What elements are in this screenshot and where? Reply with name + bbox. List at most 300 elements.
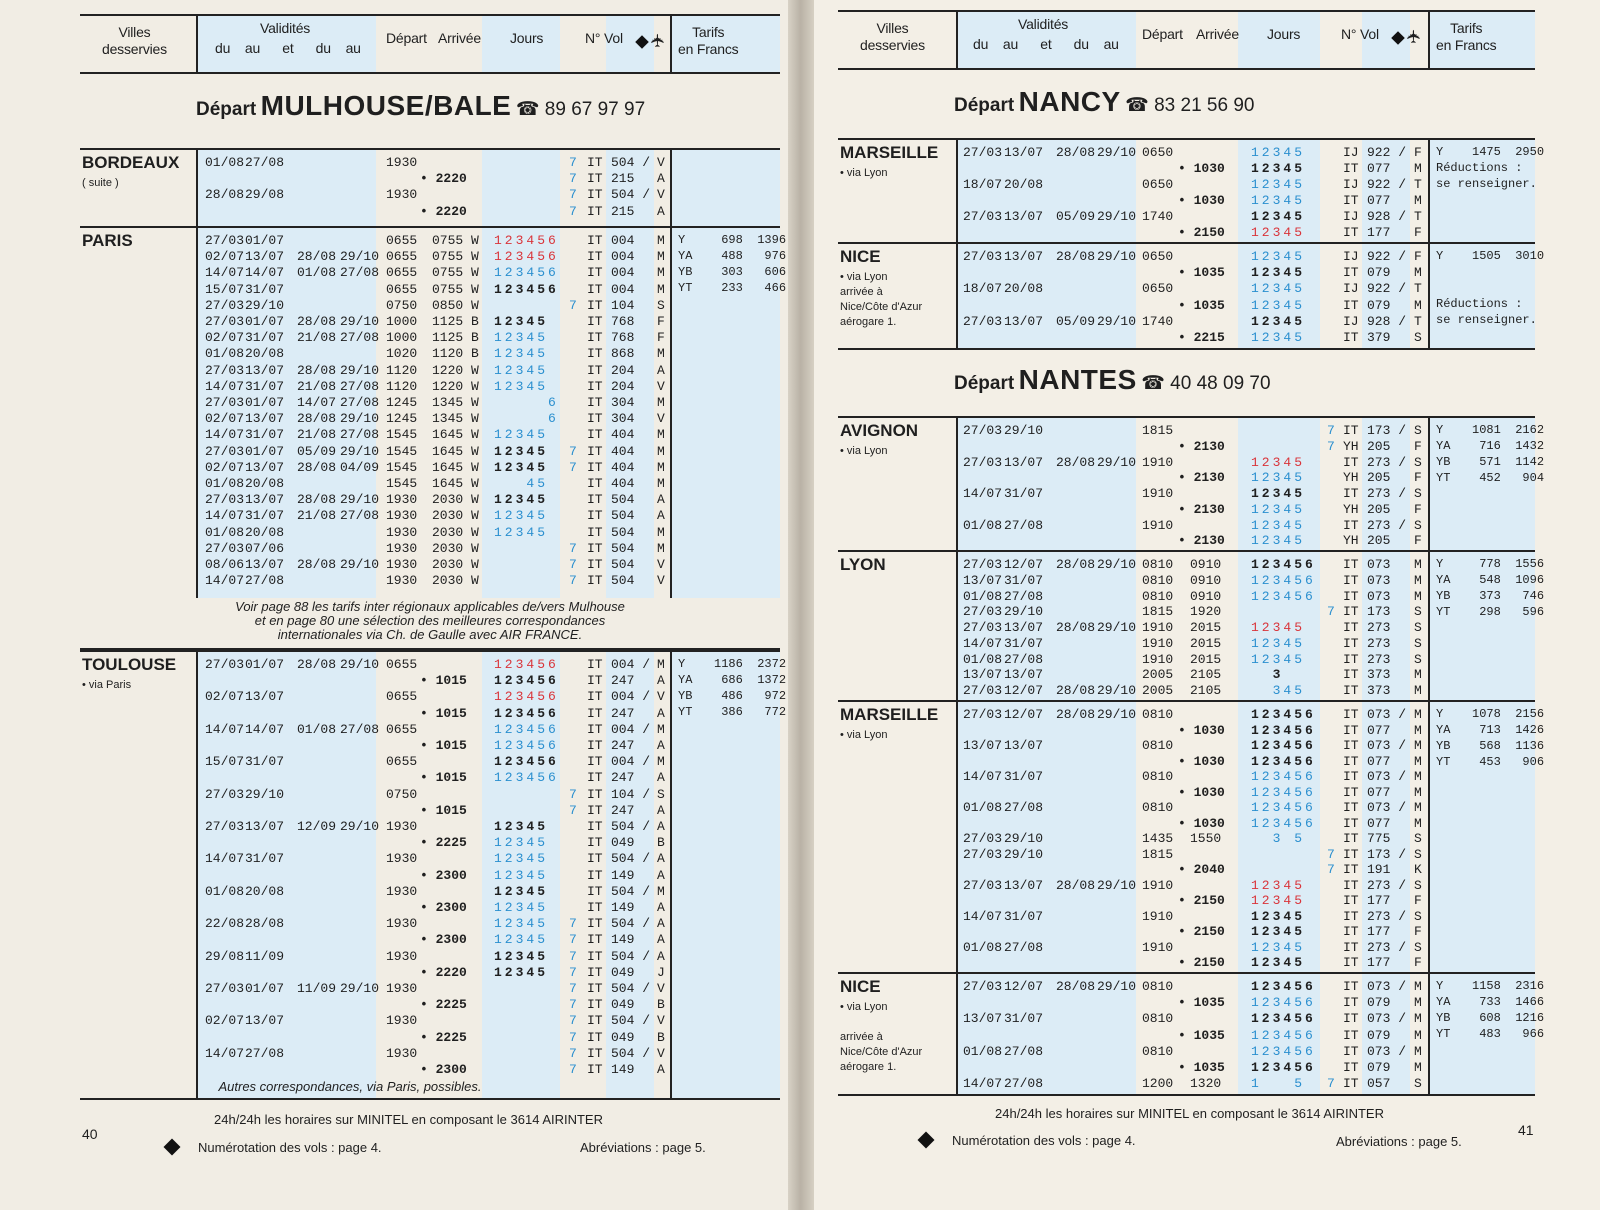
arrival-time: 2105 [1190,667,1222,683]
valid-to: 07/06 [245,540,285,556]
header-du_au: du au et du au [215,40,361,56]
days-cell [494,819,548,835]
aircraft-code: M [1414,979,1422,994]
valid-to: 01/07 [245,314,285,329]
valid-from-2: 28/08 [1056,707,1096,722]
sunday-flag: 7 [569,932,577,948]
valid-from: 01/08 [205,883,245,899]
valid-from: 27/03 [963,877,1003,893]
sunday-flag: 7 [569,1062,577,1077]
sunday-flag: 7 [569,964,577,980]
valid-from: 14/07 [205,573,245,589]
days-of-week: 3 5 [1251,831,1306,847]
flight-number: 247 [611,802,635,818]
flight-row [838,455,1535,471]
departure-time: 1930 [386,557,418,572]
days-of-week: 6 [494,395,559,410]
aircraft-code: M [1414,1043,1422,1059]
valid-to: 12/07 [1004,683,1044,699]
airline: IT [1343,225,1359,240]
aircraft-code: J [657,964,665,980]
flight-number: 404 [611,459,635,475]
valid-from-2: 05/09 [1056,209,1096,224]
valid-from-2: 28/08 [1056,979,1096,994]
days-of-week: 12345 [494,362,549,378]
valid-to-2: 29/10 [1097,877,1137,893]
header-no_vol: N° Vol [1341,26,1379,42]
aircraft-code: M [657,540,665,556]
destination-block [838,416,1545,550]
arrival-time: 1120 B [432,346,479,362]
valid-from: 27/03 [205,492,245,508]
valid-to: 13/07 [245,411,285,427]
airline: IT [1343,862,1359,878]
flight-row [80,949,780,965]
valid-to: 13/07 [1004,620,1044,636]
days-cell [1251,924,1305,940]
flight-row [80,460,780,476]
departure-time: 1930 [386,155,418,170]
valid-from: 27/03 [963,249,1003,264]
flight-row [838,769,1535,785]
valid-from: 01/08 [963,517,1003,533]
valid-to-2: 27/08 [340,395,380,410]
valid-to: 13/07 [1004,454,1044,470]
airline: IT [1343,722,1359,738]
valid-to: 01/07 [245,657,285,672]
days-of-week: 123456 [494,689,559,705]
airline: IT [587,916,603,932]
airline: IJ [1343,209,1359,224]
aircraft-code: M [657,265,665,281]
destination-block [838,550,1545,700]
airline: IT [1343,297,1359,313]
days-cell [494,460,548,476]
valid-to: 01/07 [245,233,285,248]
departure-time: 1815 [1142,846,1174,862]
departure-time: 1245 [386,411,418,427]
fares: Y 1078 2156 YA 713 1426 YB 568 1136 YT 453 906 [1436,707,1545,769]
valid-from: 14/07 [205,1045,245,1061]
aircraft-code: M [1414,1027,1422,1043]
airline: IT [587,1045,603,1061]
flight-row [80,916,780,932]
valid-to: 20/08 [245,476,285,491]
aircraft-code: V [657,378,665,394]
departure-time: 1910 [1142,651,1174,667]
aircraft-code: M [657,281,665,297]
flight-row [838,573,1535,589]
arrival-time: 1645 W [432,459,479,475]
days-cell [1251,754,1316,770]
aircraft-code: F [1414,955,1422,971]
flight-row [838,249,1535,265]
valid-to: 13/07 [1004,313,1044,329]
flight-number: 304 [611,411,635,427]
valid-from: 01/08 [963,1043,1003,1059]
departure-time: 1930 [386,508,418,524]
valid-to-2: 27/08 [340,378,380,394]
flight-row [80,1013,780,1029]
flight-number: 077 [1367,784,1391,800]
valid-from-2: 28/08 [1056,877,1096,893]
departure-time: 0655 [386,249,418,265]
days-of-week: 12345 [494,883,549,899]
airline: IT [1343,979,1359,994]
arrival-time: 1125 B [432,330,479,346]
airline: IT [587,427,603,443]
valid-from: 27/03 [205,786,245,802]
valid-from: 22/08 [205,916,245,932]
aircraft-code: M [657,346,665,362]
flight-row [838,314,1535,330]
valid-to: 29/10 [1004,831,1044,847]
flight-row [80,155,780,171]
days-of-week: 123456 [1251,784,1316,800]
valid-to: 13/07 [245,1013,285,1029]
valid-to-2: 29/10 [340,657,380,672]
valid-to-2: 29/10 [1097,313,1137,329]
arrival-time: • 2220 [420,964,467,980]
airline: IT [587,171,603,187]
sunday-flag: 7 [569,997,577,1013]
flight-number: 073 / [1367,738,1407,754]
destination-note: • via Lyon [840,167,888,179]
days-cell [1251,470,1305,486]
days-cell [1251,878,1305,894]
sunday-flag: 7 [569,187,577,203]
flight-number: 057 [1367,1076,1391,1092]
airline: IT [587,203,603,219]
aircraft-code: A [657,932,665,948]
departure-phone: 40 48 09 70 [1170,373,1271,394]
airline: IJ [1343,313,1359,329]
departure-time: 0650 [1142,281,1174,297]
block-divider [838,348,1535,350]
flight-row [80,706,780,722]
days-cell [1251,707,1316,723]
valid-from-2: 21/08 [297,427,337,443]
sunday-flag: 7 [569,443,577,459]
days-of-week: 12345 [494,819,549,834]
aircraft-code: M [1414,800,1422,816]
arrival-time: • 2225 [420,835,467,851]
valid-to: 13/07 [245,249,285,265]
days-of-week: 12345 [1251,330,1306,345]
flight-number: 205 [1367,470,1391,486]
flight-row [80,187,780,203]
valid-from: 27/03 [963,313,1003,329]
days-cell [1251,1028,1316,1044]
arrival-time: • 1015 [420,705,467,721]
flight-number: 049 [611,835,635,851]
days-cell [494,330,548,346]
valid-to-2: 29/10 [340,981,380,996]
days-of-week: 12345 [1251,193,1306,208]
airline: IT [587,411,603,427]
airline: IT [587,540,603,556]
departure-time: 0810 [1142,769,1174,785]
flight-row [838,423,1535,439]
flight-number: 928 / [1367,209,1407,224]
aircraft-code: S [1414,635,1422,651]
destination-name: MARSEILLE [840,705,939,724]
flight-row [80,476,780,492]
flight-number: 379 [1367,330,1391,345]
days-of-week: 123456 [1251,1027,1316,1043]
departure-time: 1545 [386,427,418,443]
aircraft-code: S [1414,423,1422,438]
airline: IT [1343,161,1359,176]
flight-row [80,981,780,997]
valid-to: 31/07 [245,281,285,297]
airline: IT [587,524,603,540]
flight-number: 149 [611,932,635,948]
airline: IT [1343,769,1359,785]
aircraft-code: M [1414,193,1422,208]
flight-row [80,673,780,689]
valid-to: 01/07 [245,981,285,996]
days-of-week: 123456 [494,770,559,786]
days-cell [494,363,548,379]
flight-number: 049 [611,997,635,1013]
days-of-week: 12345 [1251,877,1306,893]
days-cell [1251,518,1305,534]
flight-number: 304 [611,395,635,410]
valid-from-2: 21/08 [297,378,337,394]
days-cell [1251,636,1305,652]
flight-row [838,878,1535,894]
departure-time: 2005 [1142,683,1174,699]
airline: IT [587,997,603,1013]
flight-row [838,557,1535,573]
aircraft-code: A [657,738,665,753]
flight-number: 073 / [1367,979,1407,994]
flight-row [838,785,1535,801]
airline: IT [1343,738,1359,754]
flight-number: 149 [611,900,635,915]
flight-row [838,1011,1535,1027]
valid-from-2: 28/08 [297,459,337,475]
aircraft-code: A [657,819,665,834]
valid-to-2: 27/08 [340,721,380,737]
airline: IT [1343,846,1359,862]
days-of-week: 45 [494,476,549,491]
valid-to: 31/07 [1004,1011,1044,1027]
destination-name: PARIS [82,231,133,250]
days-of-week: 12345 [494,835,549,851]
section-title [954,86,1254,118]
aircraft-code: A [657,492,665,508]
aircraft-code: M [1414,572,1422,588]
arrival-time: 2015 [1190,620,1222,636]
flight-row [80,900,780,916]
departure-time: 1930 [386,981,418,996]
valid-to-2: 29/10 [1097,249,1137,264]
flight-number: 079 [1367,1060,1391,1075]
flight-number: 077 [1367,193,1391,208]
departure-time: 1020 [386,346,418,362]
days-of-week: 12345 [494,508,549,524]
aircraft-code: A [657,770,665,786]
departure-time: 1815 [1142,423,1174,438]
departure-time: 1740 [1142,313,1174,329]
airline: IT [1343,908,1359,924]
valid-from: 02/07 [205,689,245,705]
flight-number: 273 [1367,635,1391,651]
valid-to: 20/08 [245,524,285,540]
departure-city: NANCY [1018,86,1121,117]
valid-to-2: 04/09 [340,459,380,475]
fares: Y 1081 2162 YA 716 1432 YB 571 1142 YT 452 904 [1436,423,1545,485]
days-cell [1251,249,1305,265]
airline: IT [1343,604,1359,620]
flight-number: 922 / [1367,249,1407,264]
valid-to: 13/07 [1004,877,1044,893]
arrival-time: • 1015 [420,738,467,753]
aircraft-code: V [657,689,665,705]
flight-row [838,298,1535,314]
departure-time: 1910 [1142,877,1174,893]
flight-number: 004 / [611,754,651,770]
valid-to: 27/08 [245,573,285,589]
flight-number: 928 / [1367,313,1407,329]
valid-to: 31/07 [1004,908,1044,924]
valid-to: 31/07 [245,378,285,394]
flight-number: 922 / [1367,281,1407,297]
airline: IT [1343,620,1359,636]
departure-time: 1930 [386,819,418,834]
airline: IT [587,281,603,297]
days-cell [494,965,548,981]
destination-block [838,138,1545,242]
flight-row [80,330,780,346]
departure-time: 1910 [1142,486,1174,501]
days-of-week: 12345 [1251,225,1306,240]
airline: IT [587,802,603,818]
departure-time: 0810 [1142,707,1174,722]
arrival-time: 2015 [1190,651,1222,667]
valid-to: 13/07 [1004,209,1044,224]
flight-row [80,722,780,738]
airline: IJ [1343,177,1359,192]
aircraft-code: F [657,314,665,329]
days-cell [1251,573,1316,589]
valid-to-2: 29/10 [1097,145,1137,160]
flight-number: 073 [1367,557,1391,572]
days-cell [1251,193,1305,209]
aircraft-code: M [1414,667,1422,683]
fares: Y 1158 2316 YA 733 1466 YB 608 1216 YT 483 966 [1436,979,1545,1041]
airline: YH [1343,501,1359,517]
airline: IT [587,673,603,689]
aircraft-code: A [657,948,665,964]
days-cell [1251,161,1305,177]
days-cell [1251,723,1316,739]
flight-number: 004 / [611,689,651,705]
sunday-flag: 7 [1327,438,1335,454]
flight-number: 247 [611,673,635,689]
days-cell [494,835,548,851]
flight-row [80,754,780,770]
arrival-time: 1125 B [432,314,479,329]
flight-number: 077 [1367,753,1391,769]
departure-time: 1545 [386,476,418,491]
flight-row [80,573,780,589]
valid-to-2: 27/08 [340,265,380,281]
airline: YH [1343,470,1359,486]
flight-row [838,518,1535,534]
flight-row [838,955,1535,971]
days-cell [1251,683,1305,699]
aircraft-code: T [1414,313,1422,329]
valid-to-2: 29/10 [1097,683,1137,699]
valid-to-2: 29/10 [340,314,380,329]
departure-time: 1930 [386,187,418,203]
aircraft-code: A [657,171,665,187]
header-validites: Validités [1018,16,1069,32]
departure-label: Départ [196,99,257,120]
days-cell [1251,298,1305,314]
destination-name: LYON [840,555,886,574]
book-gutter [788,0,814,1210]
days-cell [1251,557,1316,573]
minitel-info: 24h/24h les horaires sur MINITEL en composant le 3614 AIRINTER [995,1106,1384,1121]
airline: IT [587,883,603,899]
airline: YH [1343,533,1359,549]
airline: IT [587,249,603,265]
airline: IT [1343,330,1359,345]
departure-time: 1930 [386,883,418,899]
flight-number: 404 [611,476,635,491]
departure-label: Départ [954,95,1015,116]
airline: YH [1343,438,1359,454]
flight-number: 404 [611,427,635,443]
days-cell [494,476,548,492]
days-of-week: 12345 [1251,297,1306,313]
departure-time: 1930 [386,851,418,867]
flight-row [80,508,780,524]
valid-from: 14/07 [963,1076,1003,1092]
flight-number: 004 [611,249,635,265]
destination-block [838,972,1545,1094]
flight-number: 504 / [611,883,651,899]
departure-time: 0655 [386,754,418,770]
departure-time: 0810 [1142,588,1174,604]
airline: IT [587,819,603,834]
destination-block [80,226,787,596]
aircraft-code: S [1414,939,1422,955]
airline: IT [1343,815,1359,831]
valid-from: 27/03 [963,620,1003,636]
header-arrivee: Arrivée [1196,26,1239,42]
aircraft-code: A [657,508,665,524]
airline: IT [1343,683,1359,699]
airline: IT [1343,1076,1359,1092]
arrival-time: • 1035 [1178,265,1225,281]
aircraft-code: B [657,1029,665,1045]
flight-number: 173 / [1367,423,1407,438]
valid-from-2: 21/08 [297,330,337,346]
airline: IT [587,770,603,786]
days-cell [494,916,548,932]
arrival-time: 1320 [1190,1076,1222,1092]
valid-from-2: 28/08 [297,557,337,572]
flight-number: 204 [611,362,635,378]
flight-row [80,803,780,819]
aircraft-code: F [1414,501,1422,517]
flight-row [838,816,1535,832]
